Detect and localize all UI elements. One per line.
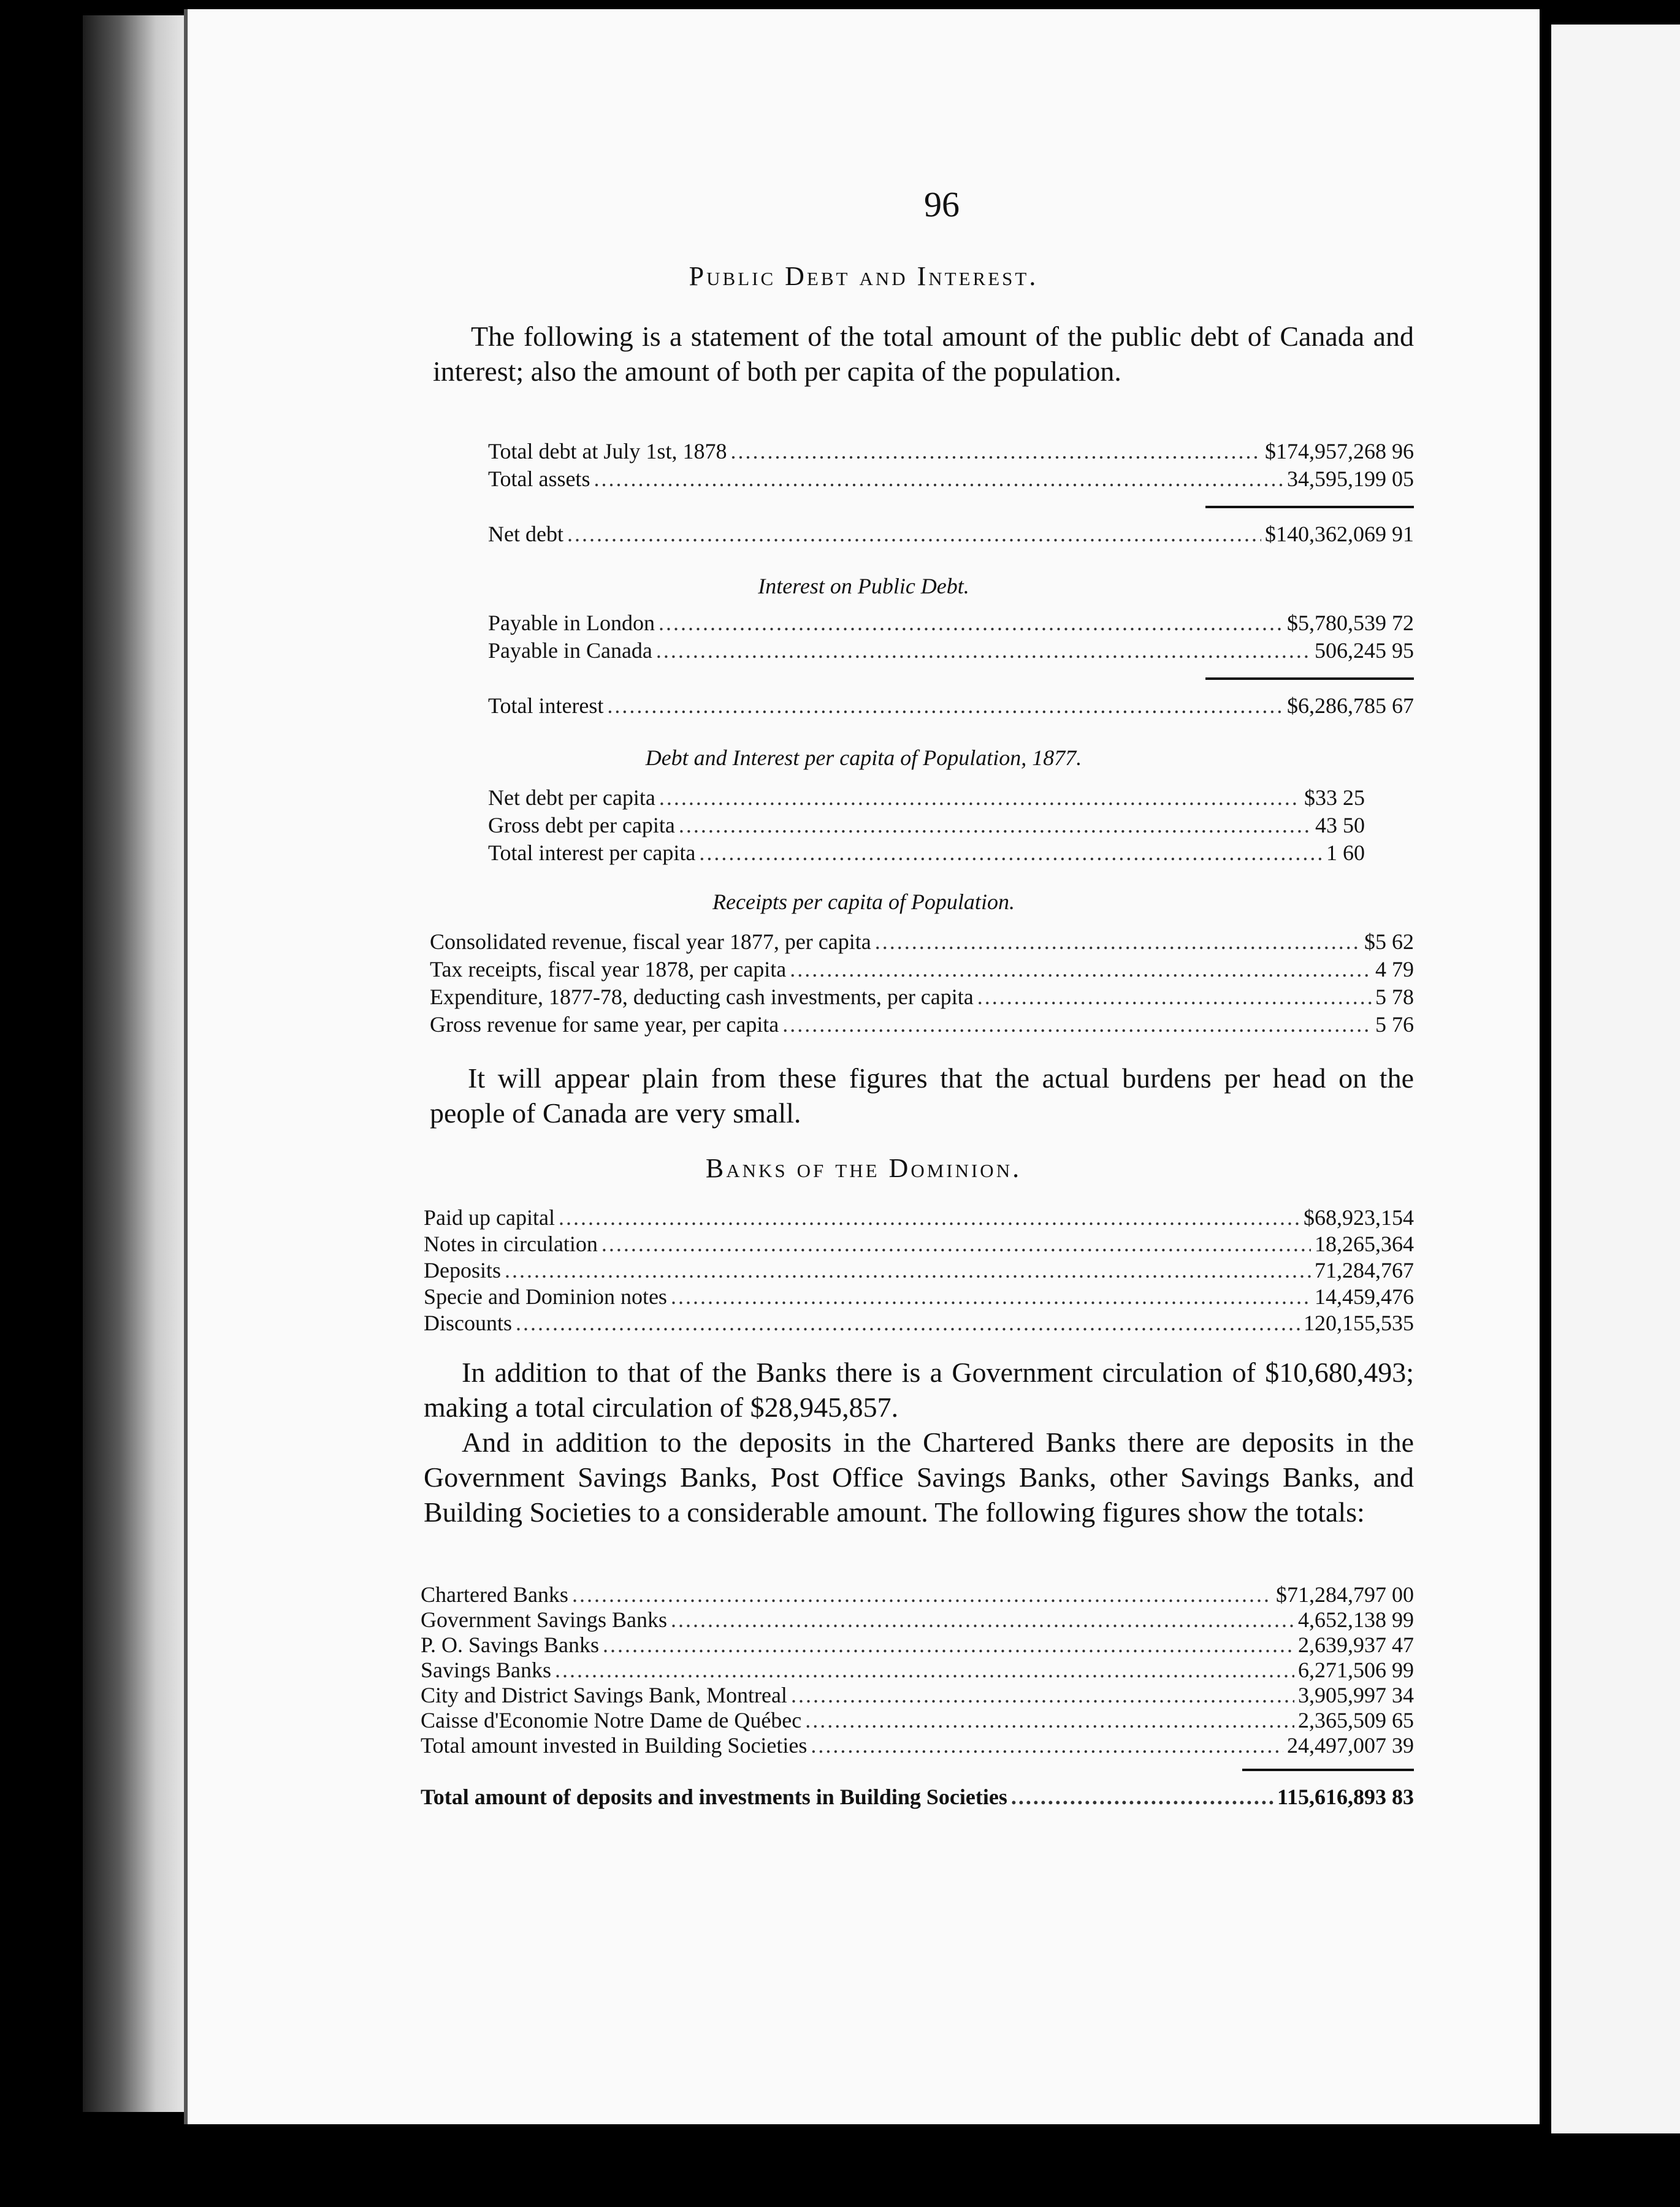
- deposit-row: P. O. Savings Banks ..... 2,639,937 47: [421, 1632, 1414, 1658]
- deposit-row: Government Savings Banks ..... 4,652,138 99: [421, 1607, 1414, 1633]
- sum-rule: [1205, 677, 1414, 680]
- page-number: 96: [924, 185, 960, 224]
- banks-paragraph: In addition to that of the Banks there is a Government circulation of $10,680,493; making a total circulation of $28,945,857. And in addition to the deposits in the Chartered Banks there are deposits in the Government Savings Banks, Post Office Savings Banks, other Savings Banks, and Building Societies to a considerable amount. The following figures show the totals:: [424, 1357, 1414, 1528]
- receipts-subheading: Receipts per capita of Population.: [712, 890, 1015, 914]
- facing-page: [1551, 25, 1680, 2133]
- deposit-row: Total amount invested in Building Societies ..... 24,497,007 39: [421, 1732, 1414, 1758]
- interest-row: Payable in Canada ..... 506,245 95: [488, 638, 1414, 663]
- interest-subheading: Interest on Public Debt.: [758, 574, 969, 598]
- book-edge: [83, 15, 187, 2112]
- deposit-row: Savings Banks ..... 6,271,506 99: [421, 1657, 1414, 1683]
- per-capita-row: Total interest per capita ..... 1 60: [488, 840, 1365, 866]
- bank-row: Specie and Dominion notes ..... 14,459,476: [424, 1284, 1414, 1309]
- deposit-row: Chartered Banks ..... $71,284,797 00: [421, 1582, 1414, 1607]
- per-capita-row: Gross debt per capita ..... 43 50: [488, 812, 1365, 838]
- net-debt-row: Net debt ..... $140,362,069 91: [488, 521, 1414, 547]
- banks-heading: Banks of the Dominion.: [705, 1153, 1022, 1183]
- per-capita-row: Net debt per capita ..... $33 25: [488, 785, 1365, 810]
- bank-row: Paid up capital ..... $68,923,154: [424, 1205, 1414, 1230]
- sum-rule: [1205, 506, 1414, 508]
- grand-total-row: Total amount of deposits and investments in Building Societies ..... 115,616,893 83: [421, 1784, 1414, 1810]
- public-debt-intro: The following is a statement of the total amount of the public debt of Canada and interest; also the amount of both per capita of the population.: [433, 321, 1414, 387]
- interest-row: Payable in London ..... $5,780,539 72: [488, 610, 1414, 636]
- bank-row: Notes in circulation ..... 18,265,364: [424, 1231, 1414, 1257]
- sum-rule: [1242, 1769, 1414, 1771]
- public-debt-conclusion: It will appear plain from these figures that the actual burdens per head on the people of Canada are very small.: [430, 1062, 1414, 1129]
- receipts-row: Expenditure, 1877-78, deducting cash investments, per capita ..... 5 78: [430, 984, 1414, 1010]
- deposit-row: Caisse d'Economie Notre Dame de Québec ..... 2,365,509 65: [421, 1707, 1414, 1733]
- bank-row: Deposits ..... 71,284,767: [424, 1257, 1414, 1283]
- receipts-row: Tax receipts, fiscal year 1878, per capita ..... 4 79: [430, 956, 1414, 982]
- total-interest-row: Total interest ..... $6,286,785 67: [488, 693, 1414, 719]
- debt-row: Total debt at July 1st, 1878 ..... $174,957,268 96: [488, 438, 1414, 464]
- public-debt-heading: Public Debt and Interest.: [689, 261, 1039, 291]
- book-page: [184, 9, 1540, 2124]
- receipts-row: Gross revenue for same year, per capita ..... 5 76: [430, 1012, 1414, 1037]
- debt-row: Total assets ..... 34,595,199 05: [488, 466, 1414, 492]
- bank-row: Discounts ..... 120,155,535: [424, 1310, 1414, 1336]
- receipts-row: Consolidated revenue, fiscal year 1877, per capita ..... $5 62: [430, 929, 1414, 955]
- per-capita-subheading: Debt and Interest per capita of Population, 1877.: [645, 745, 1082, 770]
- deposit-row: City and District Savings Bank, Montreal ..... 3,905,997 34: [421, 1682, 1414, 1708]
